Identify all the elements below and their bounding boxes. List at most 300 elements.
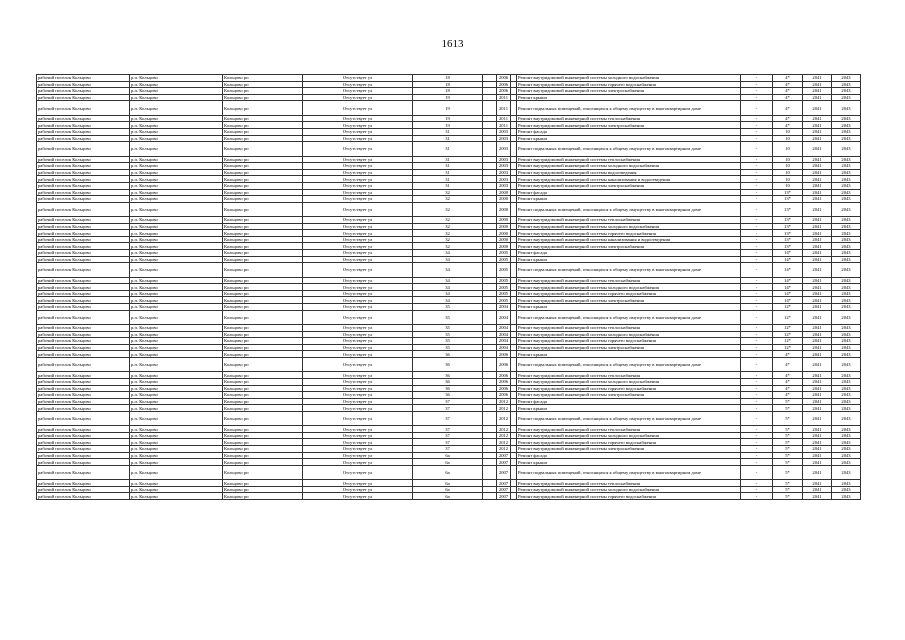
settlement-cell: рабочий поселок Кольцово — [37, 115, 130, 122]
house-number-cell: 19 — [413, 115, 483, 122]
house-number-cell: 37 — [413, 405, 483, 412]
district-cell: р.п. Кольцово — [130, 405, 223, 412]
house-number-cell: 6а — [413, 480, 483, 487]
table-row — [37, 459, 861, 466]
work-type-cell: Ремонт внутридомовой инженерной системы холодного водоснабжения — [517, 432, 741, 439]
locality-cell: Кольцово рп — [223, 115, 303, 122]
end-year-cell: 2043 — [832, 486, 861, 493]
work-type-cell: Ремонт внутридомовой инженерной системы горячего водоснабжения — [517, 338, 741, 345]
filler-cell — [483, 189, 497, 196]
start-year-cell: 2041 — [803, 297, 832, 304]
end-year-cell: 2043 — [832, 223, 861, 230]
district-cell: р.п. Кольцово — [130, 189, 223, 196]
filler-cell — [483, 344, 497, 351]
settlement-cell: рабочий поселок Кольцово — [37, 256, 130, 263]
district-cell: р.п. Кольцово — [130, 338, 223, 345]
floors-cell: 4* — [773, 94, 803, 101]
filler-cell — [483, 182, 497, 189]
build-year-cell: 2011 — [497, 115, 511, 122]
start-year-cell: 2041 — [803, 263, 832, 277]
start-year-cell: 2041 — [803, 182, 832, 189]
district-cell: р.п. Кольцово — [130, 439, 223, 446]
end-year-cell: 2043 — [832, 75, 861, 82]
street-cell: Отсутствует ул — [303, 122, 413, 129]
start-year-cell: 2041 — [803, 81, 832, 88]
filler-cell — [483, 115, 497, 122]
start-year-cell: 2041 — [803, 493, 832, 500]
start-year-cell: 2041 — [803, 426, 832, 433]
build-year-cell: 2005 — [497, 277, 511, 284]
build-year-cell: 2000 — [497, 189, 511, 196]
work-type-cell: Ремонт фасада — [517, 189, 741, 196]
build-year-cell: 2011 — [497, 122, 511, 129]
district-cell: р.п. Кольцово — [130, 277, 223, 284]
end-year-cell: 2043 — [832, 392, 861, 399]
settlement-cell: рабочий поселок Кольцово — [37, 142, 130, 156]
filler-cell — [483, 75, 497, 82]
work-type-cell: Ремонт подвальных помещений, относящихся к общему имуществу в многоквартирном доме — [517, 263, 741, 277]
street-cell: Отсутствует ул — [303, 189, 413, 196]
street-cell: Отсутствует ул — [303, 378, 413, 385]
district-cell: р.п. Кольцово — [130, 122, 223, 129]
table-row — [37, 432, 861, 439]
build-year-cell: 2007 — [497, 480, 511, 487]
district-cell: р.п. Кольцово — [130, 480, 223, 487]
district-cell: р.п. Кольцово — [130, 250, 223, 257]
start-year-cell: 2041 — [803, 465, 832, 479]
locality-cell: Кольцово рп — [223, 202, 303, 216]
house-number-cell: 34 — [413, 263, 483, 277]
floors-cell: 4* — [773, 378, 803, 385]
street-cell: Отсутствует ул — [303, 405, 413, 412]
work-type-cell: Ремонт внутридомовой инженерной системы горячего водоснабжения — [517, 230, 741, 237]
end-year-cell: 2043 — [832, 122, 861, 129]
filler-cell — [483, 217, 497, 224]
house-number-cell: 6а — [413, 493, 483, 500]
dash-cell: - — [741, 331, 773, 338]
filler-cell — [483, 88, 497, 95]
street-cell: Отсутствует ул — [303, 243, 413, 250]
build-year-cell: 2006 — [497, 378, 511, 385]
street-cell: Отсутствует ул — [303, 465, 413, 479]
work-type-cell: Ремонт внутридомовой инженерной системы холодного водоснабжения — [517, 223, 741, 230]
dash-cell: - — [741, 169, 773, 176]
house-number-cell: 37 — [413, 432, 483, 439]
locality-cell: Кольцово рп — [223, 385, 303, 392]
table-row — [37, 250, 861, 257]
build-year-cell: 2012 — [497, 446, 511, 453]
dash-cell: - — [741, 75, 773, 82]
locality-cell: Кольцово рп — [223, 459, 303, 466]
end-year-cell: 2043 — [832, 230, 861, 237]
table-row — [37, 357, 861, 371]
end-year-cell: 2043 — [832, 411, 861, 425]
filler-cell — [483, 338, 497, 345]
work-type-cell: Ремонт крыши — [517, 304, 741, 311]
filler-cell — [483, 169, 497, 176]
build-year-cell: 2003 — [497, 128, 511, 135]
end-year-cell: 2043 — [832, 338, 861, 345]
filler-cell — [483, 372, 497, 379]
start-year-cell: 2041 — [803, 331, 832, 338]
house-number-cell: 35 — [413, 324, 483, 331]
end-year-cell: 2043 — [832, 426, 861, 433]
dash-cell: - — [741, 338, 773, 345]
district-cell: р.п. Кольцово — [130, 378, 223, 385]
floors-cell: 12* — [773, 344, 803, 351]
build-year-cell: 2004 — [497, 338, 511, 345]
floors-cell: 5* — [773, 432, 803, 439]
end-year-cell: 2043 — [832, 304, 861, 311]
table-row — [37, 230, 861, 237]
end-year-cell: 2043 — [832, 344, 861, 351]
start-year-cell: 2041 — [803, 452, 832, 459]
filler-cell — [483, 357, 497, 371]
dash-cell: - — [741, 486, 773, 493]
settlement-cell: рабочий поселок Кольцово — [37, 372, 130, 379]
table-row — [37, 189, 861, 196]
work-type-cell: Ремонт фасада — [517, 128, 741, 135]
house-number-cell: 35 — [413, 338, 483, 345]
house-number-cell: 6а — [413, 486, 483, 493]
dash-cell: - — [741, 284, 773, 291]
start-year-cell: 2041 — [803, 88, 832, 95]
house-number-cell: 37 — [413, 439, 483, 446]
build-year-cell: 2006 — [497, 351, 511, 358]
table-row — [37, 439, 861, 446]
table-row — [37, 297, 861, 304]
floors-cell: 14* — [773, 290, 803, 297]
build-year-cell: 2000 — [497, 223, 511, 230]
floors-cell: 5* — [773, 411, 803, 425]
end-year-cell: 2043 — [832, 357, 861, 371]
table-row — [37, 169, 861, 176]
dash-cell: - — [741, 88, 773, 95]
work-type-cell: Ремонт фасада — [517, 452, 741, 459]
street-cell: Отсутствует ул — [303, 128, 413, 135]
start-year-cell: 2041 — [803, 459, 832, 466]
table-row — [37, 217, 861, 224]
district-cell: р.п. Кольцово — [130, 486, 223, 493]
dash-cell: - — [741, 290, 773, 297]
build-year-cell: 2007 — [497, 465, 511, 479]
locality-cell: Кольцово рп — [223, 372, 303, 379]
house-number-cell: 31 — [413, 169, 483, 176]
district-cell: р.п. Кольцово — [130, 196, 223, 203]
dash-cell: - — [741, 236, 773, 243]
dash-cell: - — [741, 310, 773, 324]
work-type-cell: Ремонт внутридомовой инженерной системы электроснабжения — [517, 297, 741, 304]
street-cell: Отсутствует ул — [303, 163, 413, 170]
floors-cell: 4* — [773, 88, 803, 95]
dash-cell: - — [741, 156, 773, 163]
work-type-cell: Ремонт внутридомовой инженерной системы теплоснабжения — [517, 156, 741, 163]
filler-cell — [483, 156, 497, 163]
district-cell: р.п. Кольцово — [130, 398, 223, 405]
locality-cell: Кольцово рп — [223, 344, 303, 351]
filler-cell — [483, 426, 497, 433]
table-row — [37, 75, 861, 82]
build-year-cell: 2000 — [497, 236, 511, 243]
start-year-cell: 2041 — [803, 202, 832, 216]
street-cell: Отсутствует ул — [303, 88, 413, 95]
district-cell: р.п. Кольцово — [130, 156, 223, 163]
settlement-cell: рабочий поселок Кольцово — [37, 426, 130, 433]
floors-cell: 13* — [773, 236, 803, 243]
floors-cell: 12* — [773, 338, 803, 345]
end-year-cell: 2043 — [832, 297, 861, 304]
end-year-cell: 2043 — [832, 236, 861, 243]
house-number-cell: 34 — [413, 277, 483, 284]
end-year-cell: 2043 — [832, 385, 861, 392]
house-number-cell: 18 — [413, 81, 483, 88]
settlement-cell: рабочий поселок Кольцово — [37, 324, 130, 331]
table-row — [37, 392, 861, 399]
build-year-cell: 2007 — [497, 486, 511, 493]
district-cell: р.п. Кольцово — [130, 284, 223, 291]
locality-cell: Кольцово рп — [223, 432, 303, 439]
floors-cell: 10 — [773, 182, 803, 189]
filler-cell — [483, 135, 497, 142]
locality-cell: Кольцово рп — [223, 256, 303, 263]
start-year-cell: 2041 — [803, 176, 832, 183]
table-row — [37, 338, 861, 345]
dash-cell: - — [741, 411, 773, 425]
dash-cell: - — [741, 250, 773, 257]
street-cell: Отсутствует ул — [303, 486, 413, 493]
floors-cell: 4* — [773, 385, 803, 392]
street-cell: Отсутствует ул — [303, 452, 413, 459]
district-cell: р.п. Кольцово — [130, 493, 223, 500]
street-cell: Отсутствует ул — [303, 351, 413, 358]
end-year-cell: 2043 — [832, 142, 861, 156]
dash-cell: - — [741, 217, 773, 224]
settlement-cell: рабочий поселок Кольцово — [37, 439, 130, 446]
district-cell: р.п. Кольцово — [130, 202, 223, 216]
end-year-cell: 2043 — [832, 81, 861, 88]
filler-cell — [483, 392, 497, 399]
locality-cell: Кольцово рп — [223, 493, 303, 500]
street-cell: Отсутствует ул — [303, 115, 413, 122]
work-type-cell: Ремонт крыши — [517, 351, 741, 358]
start-year-cell: 2041 — [803, 392, 832, 399]
build-year-cell: 2004 — [497, 344, 511, 351]
work-type-cell: Ремонт внутридомовой инженерной системы теплоснабжения — [517, 480, 741, 487]
floors-cell: 5* — [773, 439, 803, 446]
filler-cell — [483, 465, 497, 479]
end-year-cell: 2043 — [832, 176, 861, 183]
settlement-cell: рабочий поселок Кольцово — [37, 202, 130, 216]
house-number-cell: 35 — [413, 344, 483, 351]
filler-cell — [483, 446, 497, 453]
table-row — [37, 223, 861, 230]
end-year-cell: 2043 — [832, 446, 861, 453]
floors-cell: 14* — [773, 250, 803, 257]
house-number-cell: 31 — [413, 163, 483, 170]
district-cell: р.п. Кольцово — [130, 243, 223, 250]
start-year-cell: 2041 — [803, 284, 832, 291]
street-cell: Отсутствует ул — [303, 372, 413, 379]
locality-cell: Кольцово рп — [223, 486, 303, 493]
floors-cell: 4* — [773, 81, 803, 88]
street-cell: Отсутствует ул — [303, 142, 413, 156]
house-number-cell: 34 — [413, 250, 483, 257]
end-year-cell: 2043 — [832, 432, 861, 439]
build-year-cell: 2005 — [497, 250, 511, 257]
work-type-cell: Ремонт внутридомовой инженерной системы электроснабжения — [517, 88, 741, 95]
work-type-cell: Ремонт внутридомовой инженерной системы холодного водоснабжения — [517, 75, 741, 82]
locality-cell: Кольцово рп — [223, 452, 303, 459]
dash-cell: - — [741, 392, 773, 399]
district-cell: р.п. Кольцово — [130, 331, 223, 338]
build-year-cell: 2011 — [497, 94, 511, 101]
start-year-cell: 2041 — [803, 344, 832, 351]
floors-cell: 10 — [773, 176, 803, 183]
table-row — [37, 128, 861, 135]
work-type-cell: Ремонт внутридомовой инженерной системы горячего водоснабжения — [517, 385, 741, 392]
settlement-cell: рабочий поселок Кольцово — [37, 223, 130, 230]
district-cell: р.п. Кольцово — [130, 465, 223, 479]
settlement-cell: рабочий поселок Кольцово — [37, 101, 130, 115]
district-cell: р.п. Кольцово — [130, 236, 223, 243]
filler-cell — [483, 452, 497, 459]
end-year-cell: 2043 — [832, 398, 861, 405]
start-year-cell: 2041 — [803, 385, 832, 392]
dash-cell: - — [741, 297, 773, 304]
locality-cell: Кольцово рп — [223, 297, 303, 304]
settlement-cell: рабочий поселок Кольцово — [37, 236, 130, 243]
locality-cell: Кольцово рп — [223, 182, 303, 189]
house-number-cell: 18 — [413, 75, 483, 82]
settlement-cell: рабочий поселок Кольцово — [37, 156, 130, 163]
start-year-cell: 2041 — [803, 217, 832, 224]
street-cell: Отсутствует ул — [303, 217, 413, 224]
table-row — [37, 101, 861, 115]
table-row — [37, 290, 861, 297]
work-type-cell: Ремонт подвальных помещений, относящихся к общему имуществу в многоквартирном доме — [517, 101, 741, 115]
filler-cell — [483, 256, 497, 263]
floors-cell: 12* — [773, 331, 803, 338]
settlement-cell: рабочий поселок Кольцово — [37, 176, 130, 183]
locality-cell: Кольцово рп — [223, 351, 303, 358]
dash-cell: - — [741, 357, 773, 371]
table-row — [37, 310, 861, 324]
start-year-cell: 2041 — [803, 122, 832, 129]
house-number-cell: 37 — [413, 446, 483, 453]
table-row — [37, 156, 861, 163]
build-year-cell: 2012 — [497, 426, 511, 433]
house-number-cell: 32 — [413, 236, 483, 243]
build-year-cell: 2003 — [497, 176, 511, 183]
repair-schedule-table — [36, 74, 861, 500]
house-number-cell: 31 — [413, 128, 483, 135]
table-row — [37, 277, 861, 284]
table-row — [37, 452, 861, 459]
end-year-cell: 2043 — [832, 351, 861, 358]
floors-cell: 12* — [773, 304, 803, 311]
dash-cell: - — [741, 163, 773, 170]
street-cell: Отсутствует ул — [303, 196, 413, 203]
district-cell: р.п. Кольцово — [130, 392, 223, 399]
floors-cell: 4* — [773, 392, 803, 399]
settlement-cell: рабочий поселок Кольцово — [37, 297, 130, 304]
floors-cell: 4* — [773, 372, 803, 379]
house-number-cell: 36 — [413, 351, 483, 358]
table-row — [37, 426, 861, 433]
table-row — [37, 480, 861, 487]
settlement-cell: рабочий поселок Кольцово — [37, 486, 130, 493]
table-row — [37, 81, 861, 88]
house-number-cell: 35 — [413, 310, 483, 324]
work-type-cell: Ремонт фасада — [517, 250, 741, 257]
district-cell: р.п. Кольцово — [130, 297, 223, 304]
dash-cell: - — [741, 176, 773, 183]
filler-cell — [483, 411, 497, 425]
dash-cell: - — [741, 385, 773, 392]
filler-cell — [483, 284, 497, 291]
floors-cell: 14* — [773, 277, 803, 284]
dash-cell: - — [741, 256, 773, 263]
district-cell: р.п. Кольцово — [130, 357, 223, 371]
district-cell: р.п. Кольцово — [130, 351, 223, 358]
house-number-cell: 31 — [413, 135, 483, 142]
district-cell: р.п. Кольцово — [130, 135, 223, 142]
street-cell: Отсутствует ул — [303, 202, 413, 216]
build-year-cell: 2005 — [497, 290, 511, 297]
end-year-cell: 2043 — [832, 290, 861, 297]
end-year-cell: 2043 — [832, 101, 861, 115]
locality-cell: Кольцово рп — [223, 446, 303, 453]
dash-cell: - — [741, 459, 773, 466]
locality-cell: Кольцово рп — [223, 250, 303, 257]
table-row — [37, 372, 861, 379]
start-year-cell: 2041 — [803, 75, 832, 82]
end-year-cell: 2043 — [832, 135, 861, 142]
locality-cell: Кольцово рп — [223, 405, 303, 412]
district-cell: р.п. Кольцово — [130, 459, 223, 466]
street-cell: Отсутствует ул — [303, 338, 413, 345]
dash-cell: - — [741, 465, 773, 479]
locality-cell: Кольцово рп — [223, 189, 303, 196]
floors-cell: 5* — [773, 480, 803, 487]
end-year-cell: 2043 — [832, 405, 861, 412]
settlement-cell: рабочий поселок Кольцово — [37, 480, 130, 487]
filler-cell — [483, 163, 497, 170]
house-number-cell: 34 — [413, 297, 483, 304]
work-type-cell: Ремонт подвальных помещений, относящихся к общему имуществу в многоквартирном доме — [517, 357, 741, 371]
settlement-cell: рабочий поселок Кольцово — [37, 230, 130, 237]
house-number-cell: 32 — [413, 243, 483, 250]
settlement-cell: рабочий поселок Кольцово — [37, 284, 130, 291]
street-cell: Отсутствует ул — [303, 357, 413, 371]
build-year-cell: 2004 — [497, 324, 511, 331]
build-year-cell: 2006 — [497, 88, 511, 95]
start-year-cell: 2041 — [803, 101, 832, 115]
district-cell: р.п. Кольцово — [130, 101, 223, 115]
dash-cell: - — [741, 439, 773, 446]
locality-cell: Кольцово рп — [223, 290, 303, 297]
settlement-cell: рабочий поселок Кольцово — [37, 88, 130, 95]
filler-cell — [483, 250, 497, 257]
work-type-cell: Ремонт фасада — [517, 398, 741, 405]
table-row — [37, 236, 861, 243]
street-cell: Отсутствует ул — [303, 392, 413, 399]
house-number-cell: 6а — [413, 459, 483, 466]
house-number-cell: 18 — [413, 88, 483, 95]
floors-cell: 13* — [773, 202, 803, 216]
district-cell: р.п. Кольцово — [130, 310, 223, 324]
build-year-cell: 2005 — [497, 263, 511, 277]
